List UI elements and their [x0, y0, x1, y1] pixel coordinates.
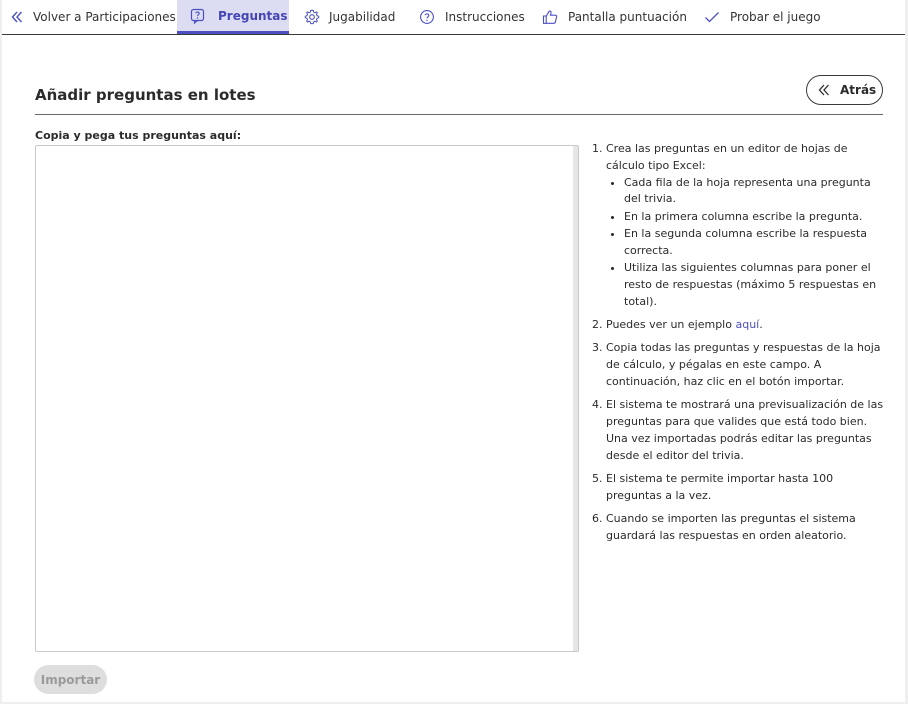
title-divider [35, 114, 883, 115]
back-button[interactable] [806, 75, 883, 105]
tab-preguntas[interactable] [177, 0, 289, 34]
back-to-participations-link[interactable] [2, 0, 177, 34]
import-button[interactable]: Importar [34, 665, 107, 694]
tab-pantalla-puntuacion-label: Pantalla puntuación [568, 10, 687, 24]
tab-jugabilidad-label: Jugabilidad [329, 10, 396, 24]
app-frame [2, 0, 905, 702]
tab-jugabilidad[interactable] [289, 0, 405, 34]
textarea-scrollbar[interactable] [573, 146, 578, 651]
instruction-step: 6. Cuando se importen las preguntas el sistema guardará las respuestas en orden aleatorio. [606, 511, 888, 545]
instruction-step: 4. El sistema te mostrará una previsualización de las preguntas para que valides que está todo bien. Una vez importadas podrás editar las preguntas desde el editor del trivia. [606, 397, 888, 464]
instructions-list [594, 141, 888, 545]
double-chevron-left-icon [817, 83, 831, 97]
questions-textarea-label: Copia y pega tus preguntas aquí: [35, 129, 242, 142]
back-to-participations-label: Volver a Participaciones [33, 10, 176, 24]
instruction-step: 2. Puedes ver un ejemplo aquí. [606, 317, 888, 334]
instruction-step: 1. Crea las preguntas en un editor de hojas de cálculo tipo Excel: • Cada fila de la hoja representa una pregunta del trivia. • En la primera columna escribe la pregunta. • En la segunda columna escribe la respuesta correcta. • Utiliza las siguientes columnas para poner el resto de respuestas (máximo 5 respuestas en total). [606, 141, 888, 310]
question-circle-icon [419, 9, 435, 25]
instruction-subitem: • Utiliza las siguientes columnas para poner el resto de respuestas (máximo 5 respuestas en total). [624, 260, 888, 310]
thumbs-up-icon [542, 9, 558, 25]
tab-instrucciones[interactable] [405, 0, 529, 34]
checkmark-icon [704, 9, 720, 25]
page-title: Añadir preguntas en lotes [35, 86, 256, 104]
instructions-panel [594, 141, 888, 551]
example-link[interactable]: aquí [735, 317, 760, 331]
instruction-step: 3. Copia todas las preguntas y respuestas de la hoja de cálculo, y pégalas en este campo. A continuación, haz clic en el botón importar. [606, 340, 888, 390]
instruction-sublist [606, 175, 888, 311]
gear-icon [304, 9, 320, 25]
top-nav [2, 0, 905, 35]
back-button-label: Atrás [840, 83, 877, 97]
double-chevron-left-icon [10, 10, 24, 24]
instruction-subitem: • Cada fila de la hoja representa una pregunta del trivia. [624, 175, 888, 209]
instruction-subitem: • En la segunda columna escribe la respuesta correcta. [624, 226, 888, 260]
tab-preguntas-label: Preguntas [218, 8, 288, 23]
question-bubble-icon [190, 8, 206, 24]
instruction-step: 5. El sistema te permite importar hasta 100 preguntas a la vez. [606, 471, 888, 505]
tab-instrucciones-label: Instrucciones [445, 10, 525, 24]
tab-pantalla-puntuacion[interactable] [529, 0, 690, 34]
tab-probar-juego-label: Probar el juego [730, 10, 821, 24]
questions-textarea[interactable] [35, 145, 579, 652]
instruction-subitem: • En la primera columna escribe la pregunta. [624, 209, 888, 226]
tab-probar-juego[interactable] [690, 0, 821, 34]
